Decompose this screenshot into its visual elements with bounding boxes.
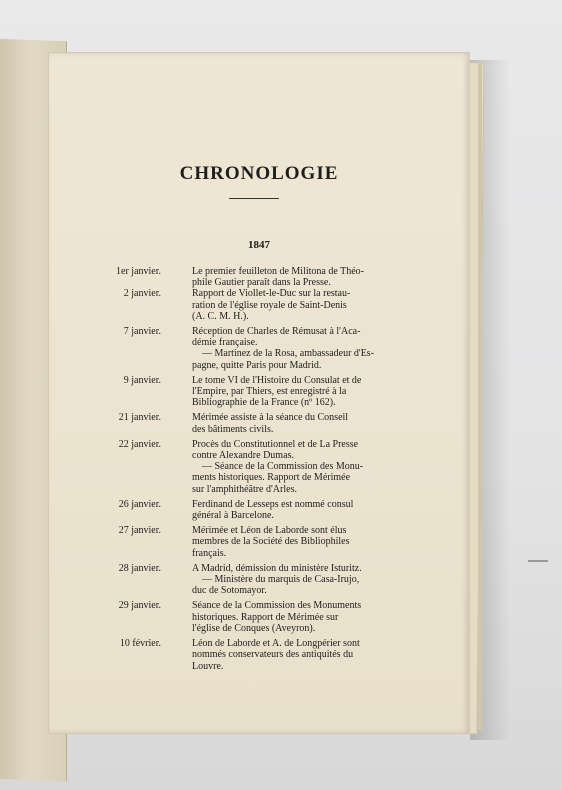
entry-date: 21 janvier. xyxy=(118,412,161,424)
chronology-entry xyxy=(49,439,469,495)
entry-text xyxy=(192,600,427,634)
entry-text xyxy=(192,499,427,521)
entry-text xyxy=(192,375,427,409)
entry-line: Réception de Charles de Rémusat à l'Aca- xyxy=(192,326,361,338)
entry-text xyxy=(192,638,427,672)
entry-line: duc de Sotomayor. xyxy=(192,585,267,597)
chronology-entry xyxy=(49,326,469,371)
entry-date: 1er janvier. xyxy=(116,266,161,277)
entry-date: 26 janvier. xyxy=(118,498,161,510)
background-mark xyxy=(528,560,548,562)
entry-line: (A. C. M. H.). xyxy=(192,310,249,322)
entry-line: Léon de Laborde et A. de Longpérier sont xyxy=(192,638,360,650)
chronology-entry xyxy=(49,499,469,521)
entry-line: Rapport de Viollet-le-Duc sur la restau- xyxy=(192,288,351,300)
entry-line: membres de la Société des Bibliophiles xyxy=(192,536,350,548)
chronology-entry xyxy=(49,266,469,288)
entry-line: Bibliographie de la France (nº 162). xyxy=(192,397,336,409)
page-edge-right xyxy=(478,62,482,730)
entry-line: Le tome VI de l'Histoire du Consulat et de xyxy=(192,374,362,386)
entry-line: général à Barcelone. xyxy=(192,510,274,522)
entry-line: démie française. xyxy=(192,337,258,349)
chronology-entry xyxy=(49,638,469,672)
entry-text xyxy=(192,412,427,434)
entry-line: l'église de Conques (Aveyron). xyxy=(192,622,316,634)
entry-line: — Ministère du marquis de Casa-Irujo, xyxy=(202,574,360,586)
entry-date: 29 janvier. xyxy=(118,600,161,612)
entry-line: contre Alexandre Dumas. xyxy=(192,450,294,462)
year-heading: 1847 xyxy=(248,239,270,251)
entry-line: A Madrid, démission du ministère Isturitz. xyxy=(192,562,362,574)
entry-line: phile Gautier paraît dans la Presse. xyxy=(192,277,331,289)
chronology-list xyxy=(49,266,469,672)
chronology-entry xyxy=(49,600,469,634)
book-page xyxy=(48,52,470,734)
entry-line: français. xyxy=(192,547,227,559)
entry-text xyxy=(192,525,427,559)
entry-date: 22 janvier. xyxy=(118,438,161,450)
page-title: CHRONOLOGIE xyxy=(179,163,339,184)
entry-line: Mérimée et Léon de Laborde sont élus xyxy=(192,525,347,537)
entry-line: — Martinez de la Rosa, ambassadeur d'Es- xyxy=(202,348,375,360)
entry-line: Mérimée assiste à la séance du Conseil xyxy=(192,412,349,424)
chronology-entry xyxy=(49,525,469,559)
entry-line: Procès du Constitutionnel et de La Presse xyxy=(192,438,359,450)
entry-line: Louvre. xyxy=(192,660,224,672)
entry-text xyxy=(192,266,427,288)
entry-line: ments historiques. Rapport de Mérimée xyxy=(192,472,351,484)
entry-text xyxy=(192,563,427,597)
entry-line: sur l'amphithéâtre d'Arles. xyxy=(192,483,297,495)
entry-date: 27 janvier. xyxy=(118,525,161,537)
entry-date: 2 janvier. xyxy=(123,288,161,300)
entry-line: Séance de la Commission des Monuments xyxy=(192,600,362,612)
chronology-entry xyxy=(49,288,469,322)
title-rule xyxy=(229,198,279,199)
entry-line: Le premier feuilleton de Militona de Théo- xyxy=(192,266,364,277)
entry-line: — Séance de la Commission des Monu- xyxy=(202,461,364,473)
entry-date: 10 février. xyxy=(119,638,161,650)
entry-line: des bâtiments civils. xyxy=(192,423,274,435)
entry-date: 28 janvier. xyxy=(118,562,161,574)
entry-date: 7 janvier. xyxy=(123,326,161,338)
entry-text xyxy=(192,288,427,322)
entry-line: ration de l'église royale de Saint-Denis xyxy=(192,299,347,311)
entry-line: Ferdinand de Lesseps est nommé consul xyxy=(192,498,354,510)
chronology-entry xyxy=(49,563,469,597)
chronology-entry xyxy=(49,375,469,409)
entry-line: l'Empire, par Thiers, est enregistré à la xyxy=(192,386,347,398)
entry-line: pagne, quitte Paris pour Madrid. xyxy=(192,359,322,371)
entry-line: nommés conservateurs des antiquités du xyxy=(192,649,354,661)
entry-line: historiques. Rapport de Mérimée sur xyxy=(192,611,339,623)
entry-date: 9 janvier. xyxy=(123,374,161,386)
entry-text xyxy=(192,326,427,371)
chronology-entry xyxy=(49,412,469,434)
entry-text xyxy=(192,439,427,495)
